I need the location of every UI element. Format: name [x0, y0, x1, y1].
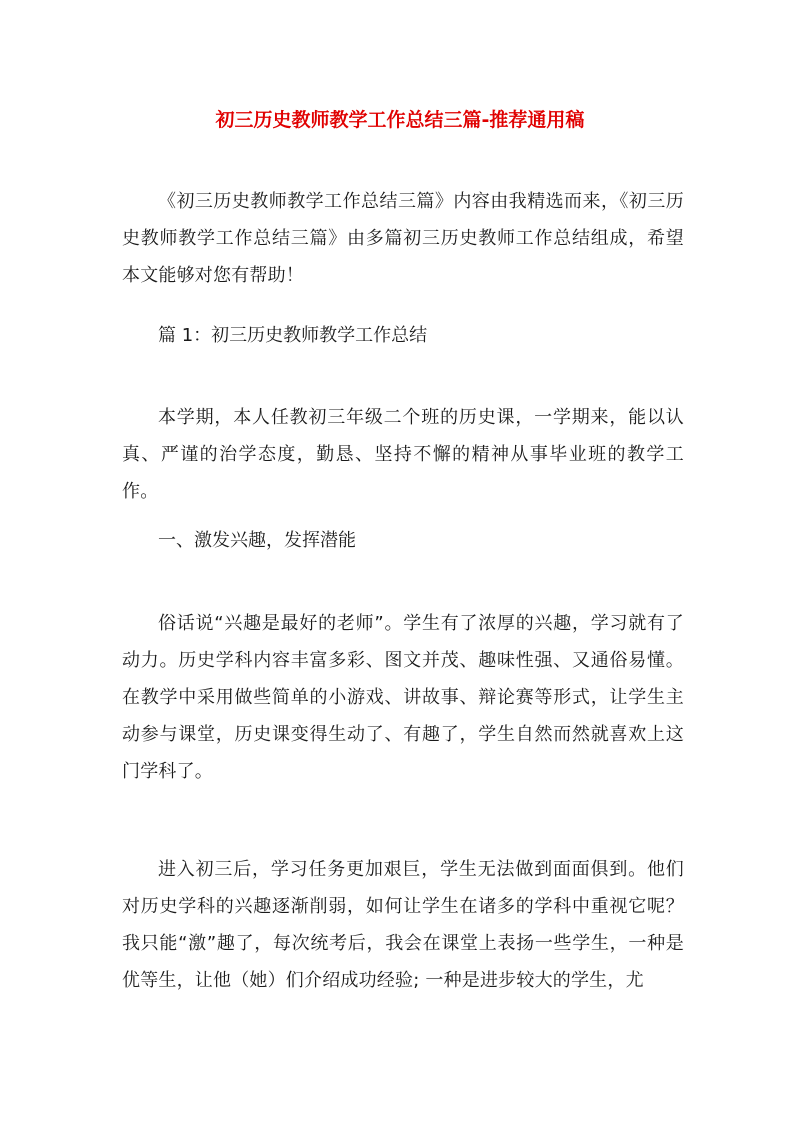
body-paragraph-1: 本学期，本人任教初三年级二个班的历史课，一学期来，能以认真、严谨的治学态度，勤恳、坚持不懈的精神从事毕业班的教学工作。	[122, 407, 684, 502]
document-title: 初三历史教师教学工作总结三篇-推荐通用稿	[215, 109, 585, 131]
section-heading-1: 一、激发兴趣，发挥潜能	[158, 530, 356, 551]
body-paragraph-3: 进入初三后，学习任务更加艰巨，学生无法做到面面俱到。他们对历史学科的兴趣逐渐削弱，如何让学生在诸多的学科中重视它呢？我只能“激”趣了，每次统考后，我会在课堂上表扬一些学生，一种是优等生，让他（她）们介绍成功经验; 一种是进步较大的学生，尤	[122, 859, 684, 991]
body-paragraph-2: 俗话说“兴趣是最好的老师”。学生有了浓厚的兴趣，学习就有了动力。历史学科内容丰富多彩、图文并茂、趣味性强、又通俗易懂。在教学中采用做些简单的小游戏、讲故事、辩论赛等形式，让学生主动参与课堂，历史课变得生动了、有趣了，学生自然而然就喜欢上这门学科了。	[122, 613, 684, 782]
chapter-heading: 篇 1：初三历史教师教学工作总结	[158, 325, 428, 346]
intro-paragraph: 《初三历史教师教学工作总结三篇》内容由我精选而来，《初三历史教师教学工作总结三篇》由多篇初三历史教师工作总结组成，希望本文能够对您有帮助！	[122, 191, 684, 286]
